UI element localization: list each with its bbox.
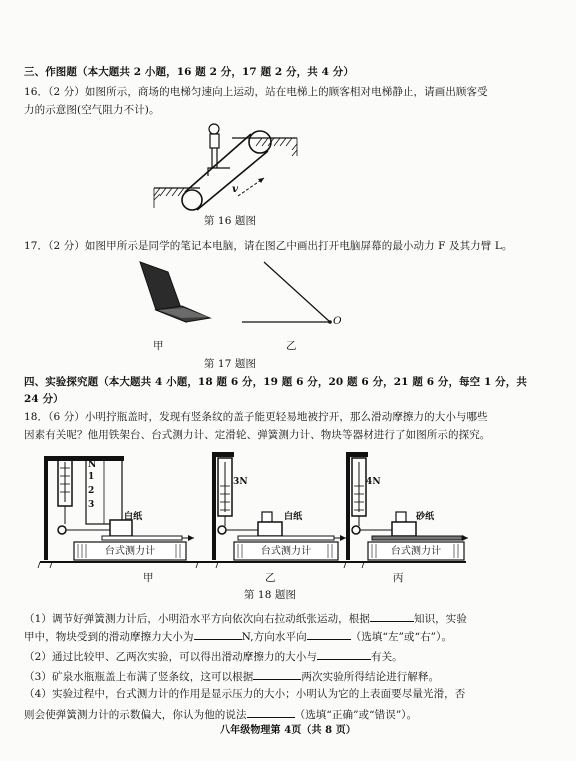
q18-text-line2: 因素有关呢？他用铁架台、台式测力计、定滑轮、弹簧测力计、物块等器材进行了如图所示的探究。 <box>24 429 491 441</box>
q18-1-blank-3[interactable] <box>307 628 351 640</box>
fig18-bing-reading: 4N <box>366 477 381 487</box>
fig18-gauge-tick-1: 1 <box>88 472 95 482</box>
fig18-label-jia: 甲 <box>143 572 154 584</box>
fig18-gauge-tick-3: 3 <box>88 500 95 510</box>
q18-2-text-b: 有关。 <box>370 651 403 663</box>
fig18-caption: 第 18 题图 <box>243 589 297 601</box>
section-4-title-line1: 四、实验探究题（本大题共 4 小题，18 题 6 分，19 题 6 分，20 题 6 分，21 题 6 分，每空 1 分，共 <box>24 376 527 388</box>
fig18-gauge-unit-n: N <box>88 460 97 470</box>
fig17-label-jia: 甲 <box>153 340 164 352</box>
q18-4-text-b: （选填“正确”或“错误”）。 <box>294 709 418 721</box>
q18-1-text-b: 知识，实验 <box>413 613 467 625</box>
q18-4-text-a: 则会使弹簧测力计的示数偏大，你认为他的说法 <box>24 709 247 721</box>
q18-2-text-a: （2）通过比较甲、乙两次实验，可以得出滑动摩擦力的大小与 <box>24 651 317 663</box>
fig18-yi-reading: 3N <box>233 477 248 487</box>
figure-17-laptop <box>132 262 212 332</box>
figure-16-escalator <box>152 116 302 216</box>
q18-text-line1: 18．（6 分）小明拧瓶盖时，发现有竖条纹的盖子能更轻易地被拧开，那么滑动摩擦力的大小与哪些 <box>24 411 488 423</box>
fig17-caption: 第 17 题图 <box>203 358 257 370</box>
figure-17-lever-diagram <box>240 258 340 328</box>
fig18-gauge-tick-2: 2 <box>88 486 95 496</box>
q18-3-text-b: 两次实验所得结论进行解释。 <box>301 671 440 683</box>
q18-1-blank-2[interactable] <box>194 628 242 640</box>
fig18-paper-jia: 白纸 <box>124 512 143 522</box>
q18-1-text-d: N,方向水平向 <box>241 631 307 643</box>
q18-3-blank[interactable] <box>253 668 301 680</box>
section-4-title-line2: 24 分） <box>24 393 64 405</box>
section-3-title: 三、作图题（本大题共 2 小题，16 题 2 分，17 题 2 分，共 4 分） <box>24 66 355 78</box>
fig16-velocity-label: v <box>232 183 239 195</box>
fig18-paper-bing: 砂纸 <box>416 512 435 522</box>
q18-1-text-e: （选填“左”或“右”）。 <box>350 631 453 643</box>
q18-1-text-c: 甲中，物块受到的滑动摩擦力大小为 <box>24 631 194 643</box>
fig18-apparatus-yi <box>212 452 346 560</box>
q16-text-line2: 力的示意图(空气阻力不计)。 <box>24 104 160 116</box>
fig18-apparatus-bing <box>346 452 468 560</box>
page-footer: 八年级物理第 4页（共 8 页） <box>220 725 356 736</box>
q18-3-line <box>24 668 439 684</box>
fig18-label-yi: 乙 <box>265 572 276 584</box>
fig18-scale-label-bing: 台式测力计 <box>390 546 442 557</box>
q18-2-blank[interactable] <box>317 648 371 660</box>
fig17-pivot-o: O <box>333 315 342 327</box>
q18-1-line1 <box>24 610 467 626</box>
q17-text: 17．（2 分）如图甲所示是同学的笔记本电脑，请在图乙中画出打开电脑屏幕的最小动力 F 及其力臂 L。 <box>24 240 513 252</box>
q18-1-text-a: （1）调节好弹簧测力计后，小明沿水平方向依次向右拉动纸张运动，根据 <box>24 613 370 625</box>
q18-4-blank[interactable] <box>247 706 295 718</box>
fig18-paper-yi: 白纸 <box>284 512 303 522</box>
q18-2-line <box>24 648 403 664</box>
q18-4-line2 <box>24 706 417 722</box>
q18-1-line2 <box>24 628 452 644</box>
q18-1-blank-1[interactable] <box>370 610 414 622</box>
fig18-label-bing: 丙 <box>393 572 404 584</box>
q16-text-line1: 16．（2 分）如图所示，商场的电梯匀速向上运动，站在电梯上的顾客相对电梯静止，请画出顾客受 <box>24 86 488 98</box>
fig17-label-yi: 乙 <box>286 340 297 352</box>
fig18-scale-label-yi: 台式测力计 <box>260 546 312 557</box>
fig16-caption: 第 16 题图 <box>203 215 257 227</box>
q18-4-line1: （4）实验过程中，台式测力计的作用是显示压力的大小；小明认为它的上表面要尽量光滑，否 <box>24 688 466 700</box>
fig18-scale-label-jia: 台式测力计 <box>104 546 156 557</box>
q18-3-text-a: （3）矿泉水瓶瓶盖上布满了竖条纹，这可以根据 <box>24 671 254 683</box>
